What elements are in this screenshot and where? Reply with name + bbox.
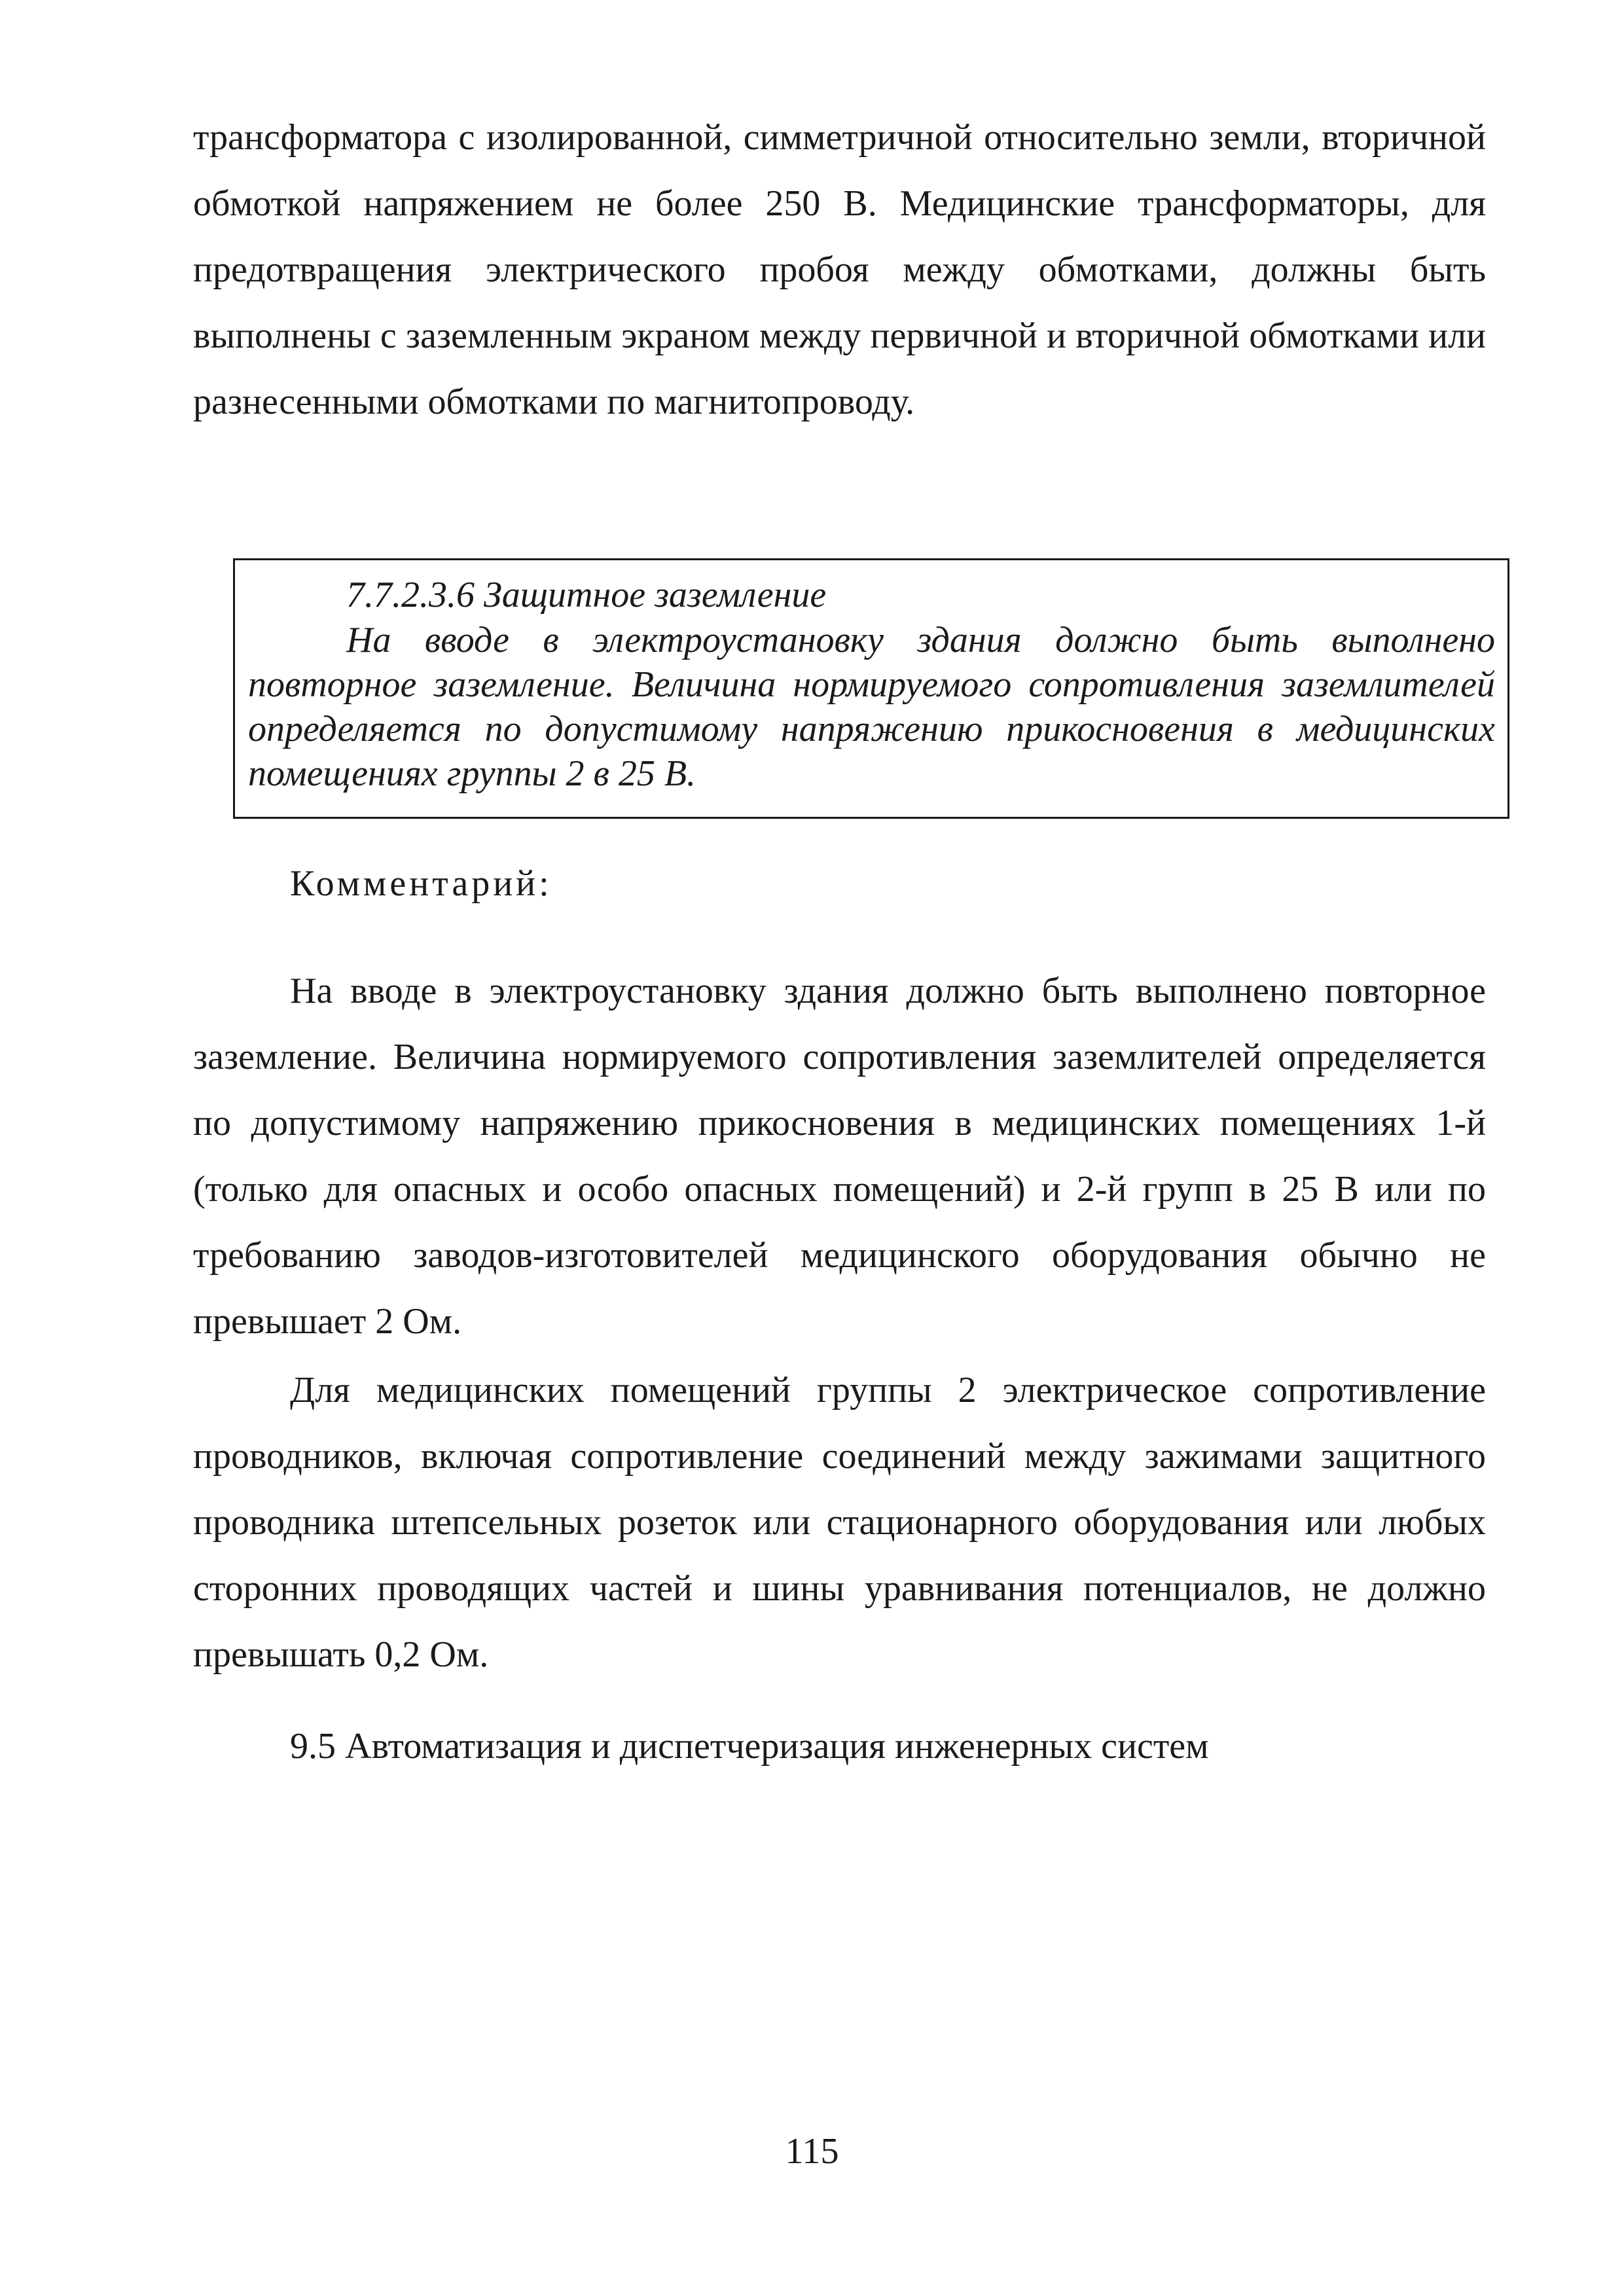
comment-paragraph: На вводе в электроустановку здания должно быть выполнено повторное заземление. Величина нормируемого сопротивления заземлителей определяется по допустимому напряжению прикосновения в медицинских помещениях 1-й (только для опасных и особо опасных помещений) и 2-й групп в 25 В или по требованию заводов-изготовителей медицинского оборудования обычно не превышает 2 Ом. <box>193 971 1486 1342</box>
section-heading: 9.5 Автоматизация и диспетчеризация инженерных систем <box>290 1726 1209 1767</box>
boxed-clause <box>233 558 1509 819</box>
page-number: 115 <box>785 2131 839 2172</box>
clause-body: На вводе в электроустановку здания должно быть выполнено повторное заземление. Величина нормируемого сопротивления заземлителей определяется по допустимому напряжению прикосновения в медицинских помещениях группы 2 в 25 В. <box>248 620 1495 794</box>
clause-title: 7.7.2.3.6 Защитное заземление <box>346 575 827 615</box>
paragraph-transformer-requirements: трансформатора с изолированной, симметричной относительно земли, вторичной обмоткой напряжением не более 250 В. Медицинские трансформаторы, для предотвращения электрического пробоя между обмотками, должны быть выполнены с заземленным экраном между первичной и вторичной обмотками или разнесенными обмотками по магнитопроводу. <box>193 117 1486 422</box>
comment-paragraph: Для медицинских помещений группы 2 электрическое сопротивление проводников, включая сопротивление соединений между зажимами защитного проводника штепсельных розеток или стационарного оборудования или любых сторонних проводящих частей и шины уравнивания потенциалов, не должно превышать 0,2 Ом. <box>193 1370 1486 1675</box>
comment-heading: Комментарий: <box>290 863 552 904</box>
